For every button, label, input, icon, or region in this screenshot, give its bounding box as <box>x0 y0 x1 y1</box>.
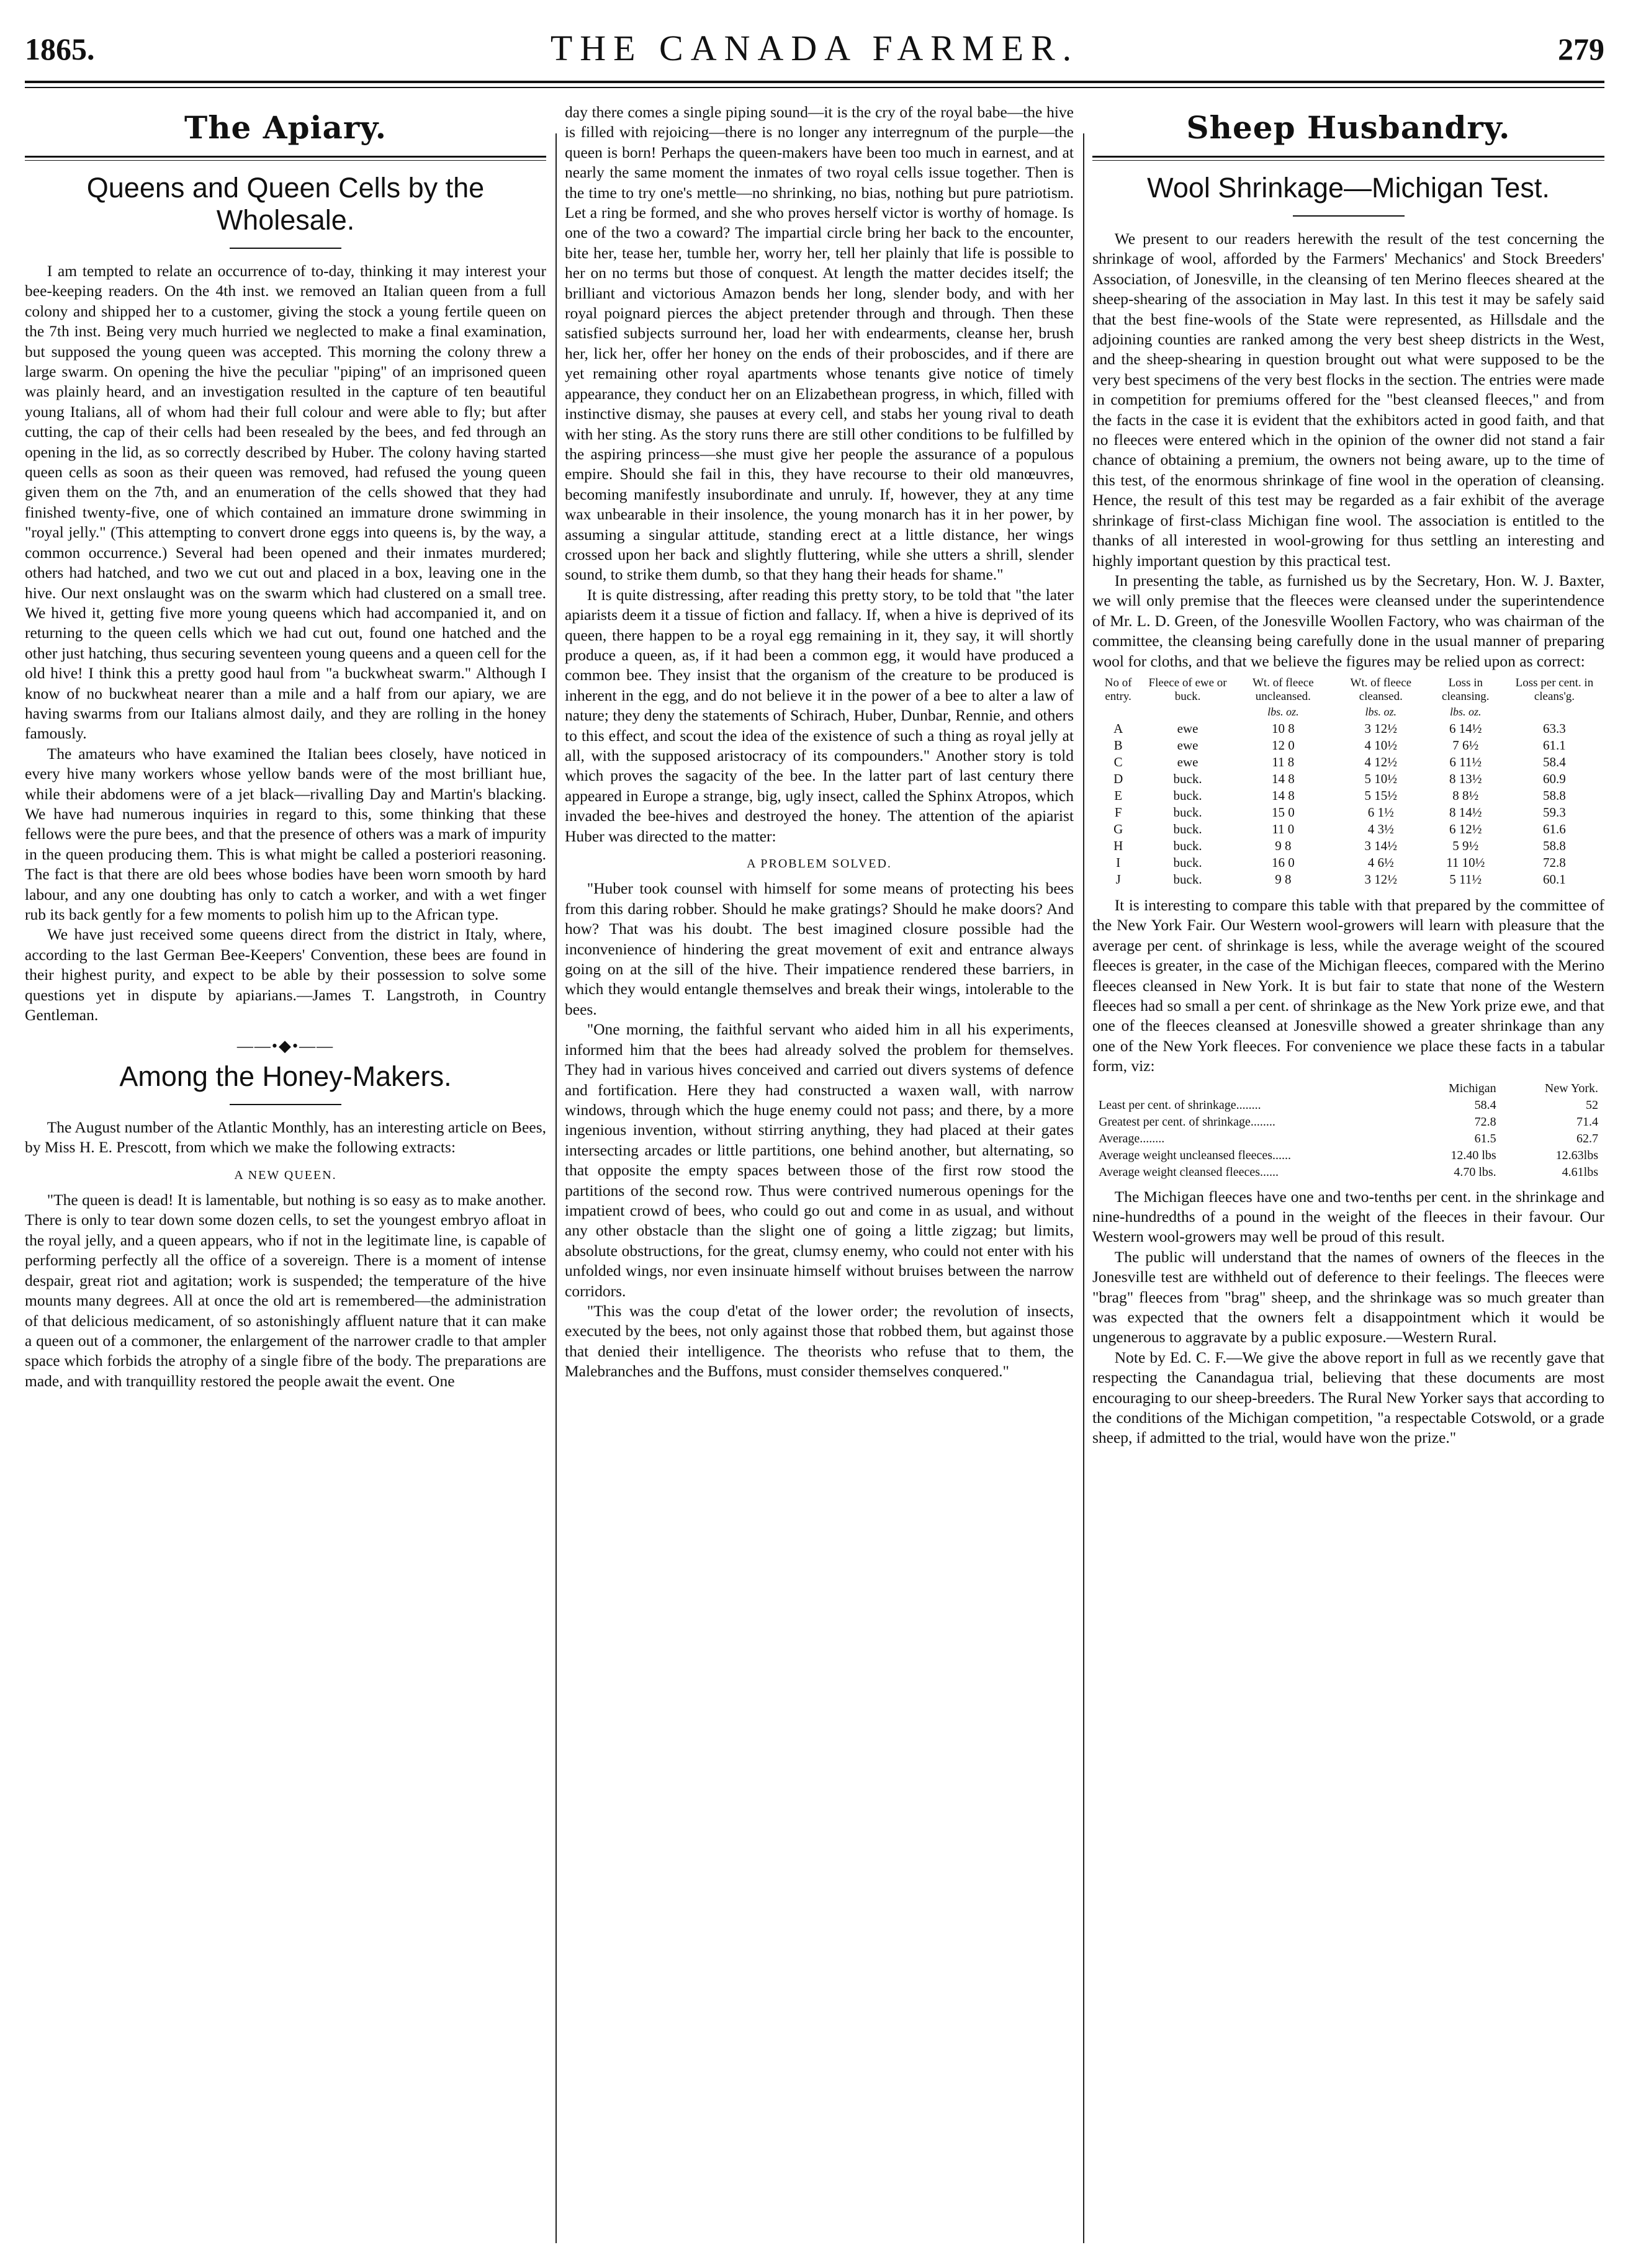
page-number: 279 <box>1558 32 1604 66</box>
table-cell: 60.1 <box>1543 871 1566 887</box>
table-row <box>1092 838 1604 854</box>
table-cell: C <box>1113 754 1123 769</box>
table-cell: 61.1 <box>1543 737 1566 753</box>
table-cell: 3 12½ <box>1364 871 1398 887</box>
table-cell: buck. <box>1173 787 1202 803</box>
table-cell: 12.40 lbs <box>1450 1148 1496 1162</box>
table-header: Loss in cleansing. <box>1442 676 1490 703</box>
table-row <box>1092 737 1604 754</box>
table-header-row <box>1092 676 1604 704</box>
table-cell: 14 8 <box>1271 771 1295 786</box>
headline-rule <box>230 248 341 249</box>
section-ornament: ——•◆•—— <box>236 1037 335 1056</box>
article-paragraph: We have just received some queens direct from the district in Italy, where, according to the last German Bee-Keepers' Convention, these bees are found in their highest purity, and expect to be able by their possession to solve some questions yet in dispute by apiarians.—James T. Langstroth, in Country Gentleman. <box>25 925 546 1024</box>
table-header: Wt. of fleece uncleansed. <box>1252 676 1314 703</box>
table-cell: 15 0 <box>1271 804 1295 820</box>
table-cell: 4 6½ <box>1367 854 1394 870</box>
table-row <box>1092 854 1604 871</box>
article-headline-queens: Queens and Queen Cells by the Wholesale. <box>86 172 485 236</box>
table-cell: Average weight cleansed fleeces...... <box>1099 1165 1279 1179</box>
table-header: Michigan <box>1449 1081 1496 1095</box>
article-paragraph: I am tempted to relate an occurrence of to-day, thinking it may interest your bee-keeping readers. On the 4th inst. we removed an Italian queen from a full colony and shipped her to a customer, giving the stock a young fertile queen on the 7th inst. Being very much hurried we neglected to make a final examination, but supposed the young queen was accepted. This morning the colony threw a large swarm. On opening the hive the peculiar "piping" of an imprisoned queen was plainly heard, and an investigation resulted in the capture of ten beautiful young Italians, all of whom had their full colour and were able to fly; but after cutting, the cap of their cells had been resealed by the bees, and fed through an opening in the lid, as so correctly described by Huber. The colony having started queen cells as soon as their queen was removed, had refused the young queen given them on the 7th, and an enumeration of the cells showed that they had finished twenty-five, one of which contained an immature drone swimming in "royal jelly." (This attempting to convert drone eggs into queens is, by the way, a common occurrence.) Several had been opened and their inmates murdered; others had hatched, and two we cut out and placed in a box, leaving one in the hive. Our next onslaught was on the swarm which had clustered on a small tree. We hived it, getting five more young queens which had accompanied it, and on returning to the queen cells which we had cut out, found one hatched and the other just hatching, thus securing seventeen young queens and a queen cell for the old hive! I think this a pretty good haul from "a buckwheat swarm." Although I know of no buckwheat nearer than a mile and a half from our apiary, we are having swarms from our Italians almost daily, and they are rolling in the honey famously. <box>25 262 546 743</box>
table-cell: Least per cent. of shrinkage........ <box>1099 1098 1261 1112</box>
masthead-rule <box>25 81 1604 83</box>
table-cell: Greatest per cent. of shrinkage........ <box>1099 1114 1275 1129</box>
table-cell: 58.4 <box>1543 754 1566 769</box>
table-header: No of entry. <box>1104 676 1132 703</box>
table-cell: 10 8 <box>1271 720 1295 736</box>
table-cell: Average........ <box>1099 1131 1165 1145</box>
table-cell: 6 12½ <box>1449 821 1482 836</box>
table-row <box>1092 1147 1604 1164</box>
table-row <box>1092 871 1604 888</box>
table-cell: 8 13½ <box>1449 771 1482 786</box>
table-header-row <box>1092 1080 1604 1097</box>
table-cell: F <box>1114 804 1122 820</box>
headline-rule <box>1293 215 1405 217</box>
table-cell <box>1144 704 1231 720</box>
table-cell: H <box>1113 838 1123 853</box>
table-cell: buck. <box>1173 821 1202 836</box>
table-row <box>1092 1114 1604 1131</box>
table-cell: 11 0 <box>1272 821 1295 836</box>
article-paragraph: "Huber took counsel with himself for some means of protecting his bees from this daring robber. Should he make gratings? Should he make doors? And how? That was his doubt. The best imagined closure possible had the inconvenience of hindering the great movement of exit and entrance always going on at the sill of the hive. Their impatience rendered these barriers, in which they would entangle themselves and break their wings, intolerable to the bees. <box>565 879 1074 1018</box>
article-paragraph: "The queen is dead! It is lamentable, but nothing is so easy as to make another. There is only to tear down some dozen cells, to set the youngest embryo afloat in the royal jelly, and a queen appears, who if not in the legitimate line, is capable of performing perfectly all the office of a sovereign. There is a moment of intense despair, great riot and agitation; work is suspended; the temperature of the hive mounts many degrees. All at once the old art is remembered—the administration of that delicious medicament, of so astonishingly affluent nature that it can make a queen out of a commoner, the enlargement of the narrower cradle to that ampler space which forbids the atrophy of a single fibre of the body. The preparations are made, and with tranquillity restored the people await the event. One <box>25 1191 546 1390</box>
table-cell: 61.6 <box>1543 821 1566 836</box>
wool-shrinkage-table <box>1092 676 1604 888</box>
table-cell: 4 3½ <box>1367 821 1394 836</box>
table-cell: 71.4 <box>1576 1114 1598 1129</box>
table-cell: ewe <box>1177 720 1199 736</box>
issue-year: 1865. <box>25 32 95 66</box>
article-paragraph: The public will understand that the names of owners of the fleeces in the Jonesville test are withheld out of deference to their feelings. The fleeces were "brag" fleeces from "brag" sheep, and the shrinkage was so much greater than was expected that the owners felt a disappointment which it would be ungenerous to aggravate by a public exposure.—Western Rural. <box>1092 1247 1604 1347</box>
table-cell: lbs. oz. <box>1450 705 1482 718</box>
article-paragraph: "This was the coup d'etat of the lower order; the revolution of insects, executed by the bees, not only against those that robbed them, but against those that denied their intelligence. The theorists who refuse that to them, the Malebranches and the Buffons, must consider themselves conquered." <box>565 1301 1074 1381</box>
table-cell: ewe <box>1177 754 1199 769</box>
table-units-row <box>1092 704 1604 720</box>
table-row <box>1092 754 1604 771</box>
department-heading-apiary: The Apiary. <box>184 109 387 146</box>
table-cell: 58.8 <box>1543 787 1566 803</box>
comparison-table <box>1092 1080 1604 1181</box>
article-paragraph: The Michigan fleeces have one and two-tenths per cent. in the shrinkage and nine-hundredths of a pound in the weight of the fleeces in their favour. Our Western wool-growers may well be proud of this result. <box>1092 1187 1604 1246</box>
newspaper-title: THE CANADA FARMER. <box>550 28 1079 68</box>
table-cell: G <box>1113 821 1123 836</box>
article-paragraph: It is quite distressing, after reading this pretty story, to be told that "the later apiarists deem it a tissue of fiction and fallacy. If, when a hive is deprived of its queen, there happen to be a royal egg remaining in it, they say, it will shortly produce a queen, as, if it had been a common egg, it would have produced a common bee. They insist that the organism of the creature to be produced is inherent in the egg, and do not believe it in the power of a bee to alter a law of nature; they deny the statements of Schirach, Huber, Dunbar, Rennie, and others to this effect, and scout the idea of the existence of such a thing as royal jelly at all, with the supposed aristocracy of its compounders." Another story is told which proves the sagacity of the bee. In the latter part of last century there appeared in Europe a strange, big, ugly insect, called the Sphinx Atropos, which invaded the bee-hives and destroyed the honey. The attention of the apiarist Huber was directed to the matter: <box>565 585 1074 845</box>
table-cell: 8 8½ <box>1452 787 1479 803</box>
article-paragraph: day there comes a single piping sound—it is the cry of the royal babe—the hive is filled with rejoicing—there is no longer any interregnum of the purple—the queen is born! Perhaps the queen-makers have been too much in earnest, and at nearly the same moment the inmates of two royal cells issue together. Then is the time to try one's mettle—no shrinking, no bias, nothing but pure patriotism. Let a ring be formed, and she who proves herself victor is worthy of homage. Is one of the two a coward? The impartial circle bring her back to the encounter, bite her, tease her, tumble her, worry her, tell her plainly that life is possible to her on no terms but those of conquest. At length the matter decides itself; the brilliant and victorious Amazon bends her long, slender body, and with her royal poignard pierces the abject pretender through and through. Then these satisfied subjects surround her, load her with endearments, cleanse her, brush her, lick her, offer her honey on the ends of their proboscides, and if there are yet remaining other royal apartments whose tenants give notice of timely appearance, they conduct her on an Elizabethean progress, in which, filled with instinctive dismay, she pauses at every cell, and stabs her young rival to death with her sting. As the story runs there are still other conditions to be fulfilled by the aspiring princess—she must give her people the assurance of a populous empire. Should she fail in this, they have recourse to their old manœuvres, becoming manifestly insubordinate and unruly. If, however, they at any time wax unbearable in their insolence, the young monarch has it in her power, by assuming a singular attitude, standing erect at a little distance, her wings crossed upon her back and slightly fluttering, while she utters a shrill, slender sound, to strike them dumb, so that they hang their heads for shame." <box>565 103 1074 584</box>
article-paragraph: In presenting the table, as furnished us by the Secretary, Hon. W. J. Baxter, we will only premise that the fleeces were cleansed under the superintendence of Mr. L. D. Green, of the Jonesville Woollen Factory, who was chairman of the committee, the cleansing being carefully done in the usual manner of preparing wool for cloths, and that we believe the figures may be relied upon as correct: <box>1092 571 1604 670</box>
table-cell: 6 14½ <box>1449 720 1482 736</box>
table-cell <box>1092 704 1144 720</box>
article-intro: The August number of the Atlantic Monthly, has an interesting article on Bees, by Miss H. E. Prescott, from which we make the following extracts: <box>25 1118 546 1157</box>
table-cell: 4 10½ <box>1364 737 1398 753</box>
table-cell: 12.63lbs <box>1555 1148 1598 1162</box>
column-1 <box>25 102 546 2249</box>
table-row <box>1092 720 1604 737</box>
table-cell: E <box>1114 787 1123 803</box>
table-cell: J <box>1115 871 1121 887</box>
table-cell: 6 1½ <box>1367 804 1394 820</box>
table-cell: 52 <box>1586 1098 1598 1112</box>
table-cell: 11 10½ <box>1446 854 1485 870</box>
table-cell: 5 11½ <box>1449 871 1482 887</box>
table-cell: 61.5 <box>1474 1131 1496 1145</box>
table-cell: buck. <box>1173 838 1202 853</box>
table-cell: 5 10½ <box>1364 771 1398 786</box>
table-cell: ewe <box>1177 737 1199 753</box>
table-row <box>1092 787 1604 804</box>
table-header: Fleece of ewe or buck. <box>1148 676 1227 703</box>
table-cell: 58.4 <box>1474 1098 1496 1112</box>
column-3 <box>1092 102 1604 2249</box>
headline-rule <box>230 1104 341 1105</box>
table-cell: 60.9 <box>1543 771 1566 786</box>
column-divider <box>1083 133 1084 2243</box>
section-rule <box>25 156 546 161</box>
table-cell: 3 12½ <box>1364 720 1398 736</box>
table-cell: B <box>1113 737 1123 753</box>
table-cell <box>1504 704 1604 720</box>
table-cell: Average weight uncleansed fleeces...... <box>1099 1148 1292 1162</box>
table-cell: 59.3 <box>1543 804 1566 820</box>
table-cell: 5 15½ <box>1364 787 1398 803</box>
editor-note: Note by Ed. C. F.—We give the above report in full as we recently gave that respecting the Canandagua trial, believing that these documents are most encouraging to our sheep-breeders. The Rural New Yorker says that according to the conditions of the Michigan competition, "a respectable Cotswold, or a grade sheep, if admitted to the trial, would have won the prize." <box>1092 1348 1604 1447</box>
table-row <box>1092 1131 1604 1147</box>
column-2 <box>565 102 1074 2249</box>
masthead-rule-thin <box>25 87 1604 88</box>
table-row <box>1092 1164 1604 1181</box>
subheading-new-queen: A NEW QUEEN. <box>234 1168 337 1182</box>
table-cell: 3 14½ <box>1364 838 1398 853</box>
table-cell: 9 8 <box>1275 871 1292 887</box>
table-row <box>1092 804 1604 821</box>
table-cell: 62.7 <box>1576 1131 1598 1145</box>
table-cell: 4.61lbs <box>1562 1165 1598 1179</box>
article-headline-wool: Wool Shrinkage—Michigan Test. <box>1147 172 1550 204</box>
table-header: Loss per cent. in cleans'g. <box>1515 676 1594 703</box>
table-cell: 4.70 lbs. <box>1454 1165 1496 1179</box>
article-headline-honey-makers: Among the Honey-Makers. <box>119 1060 452 1092</box>
table-header <box>1092 1080 1410 1097</box>
subheading-problem-solved: A PROBLEM SOLVED. <box>747 857 892 871</box>
table-cell: 6 11½ <box>1449 754 1482 769</box>
table-cell: 4 12½ <box>1364 754 1398 769</box>
article-paragraph: The amateurs who have examined the Italian bees closely, have noticed in every hive many workers whose yellow bands were of the most brilliant hue, while their abdomens were of a jet black—rivalling Day and Martin's blacking. We have had numerous inquiries in regard to this, some thinking that these fellows were the pure bees, and that the presence of others was a mark of impurity in the queen producing them. This is what might be called a posteriori reasoning. The fact is that there are old bees whose bodies have been worn smooth by hard labour, and any one doubting has only to catch a worker, and with a wet finger rub its back gently for a few moments to polish him up to the African type. <box>25 744 546 923</box>
table-cell: 72.8 <box>1474 1114 1496 1129</box>
article-paragraph: It is interesting to compare this table with that prepared by the committee of the New York Fair. Our Western wool-growers will learn with pleasure that the average per cent. of shrinkage is less, while the average weight of the scoured fleeces is greater, in the case of the Michigan fleeces, compared with the Merino fleeces cleansed in New York. It is but fair to state that none of the Western fleeces had so small a per cent. of shrinkage as the New York prize ewe, and that one of the fleeces cleansed at Jonesville showed a greater shrinkage than any one of the New York fleeces. For convenience we place these facts in a tabular form, viz: <box>1092 895 1604 1075</box>
table-cell: 72.8 <box>1543 854 1566 870</box>
table-cell: I <box>1116 854 1121 870</box>
table-cell: 11 8 <box>1272 754 1295 769</box>
table-cell: 16 0 <box>1271 854 1295 870</box>
table-cell: 14 8 <box>1271 787 1295 803</box>
table-row <box>1092 771 1604 787</box>
table-cell: A <box>1113 720 1123 736</box>
table-cell: 63.3 <box>1543 720 1566 736</box>
article-paragraph: "One morning, the faithful servant who aided him in all his experiments, informed him that the bees had already solved the problem for themselves. They had in various hives conceived and carried out divers systems of defence and fortification. Here they had constructed a waxen wall, with narrow windows, through which the huge enemy could not pass; and there, by a more ingenious invention, without stirring anything, they had placed at their gates intersecting arcades or little partitions, one behind another, but alternating, so that opposite the empty spaces between those of the first row stood the partitions of the second row. Thus were contrived numerous openings for the impatient crowd of bees, who could go out and come in as usual, and without any other obstacle than the slight one of going a little zigzag; but limits, absolute obstructions, for the great, clumsy enemy, who could not enter with his unfolded wings, nor even insinuate himself without bruises between the narrow corridors. <box>565 1020 1074 1300</box>
section-rule <box>1092 156 1604 161</box>
table-cell: lbs. oz. <box>1365 705 1397 718</box>
table-cell: 7 6½ <box>1452 737 1479 753</box>
table-header: Wt. of fleece cleansed. <box>1350 676 1412 703</box>
table-cell: buck. <box>1173 804 1202 820</box>
table-cell: 5 9½ <box>1452 838 1479 853</box>
table-cell: lbs. oz. <box>1267 705 1299 718</box>
table-row <box>1092 821 1604 838</box>
table-cell: 12 0 <box>1271 737 1295 753</box>
article-paragraph: We present to our readers herewith the result of the test concerning the shrinkage of wool, afforded by the Farmers' Mechanics' and Stock Breeders' Association, of Jonesville, in the cleansing of ten Merino fleeces sheared at the sheep-shearing of the association in May last. In this test it may be safely said that the best fine-wools of the State were represented, as Hillsdale and the adjoining counties are ranked among the very best sheep districts in the West, and the sheep-shearing in question brought out what were supposed to be the very best specimens of the very best flocks in the section. The entries were made in competition for premiums offered for the "best cleansed fleeces," and from the facts in the case it is evident that the exhibitors acted in good faith, and that no fleeces were entered which in the opinion of the owner did not stand a fair chance of obtaining a premium, the owners not being aware, up to the time of this test, of the enormous shrinkage of fine wool in the operation of cleansing. Hence, the result of this test may be regarded as a fair exhibit of the average shrinkage of first-class Michigan fine wool. The association is entitled to the thanks of all interested in wool-growing for thus settling an interesting and highly important question by this practical test. <box>1092 230 1604 570</box>
masthead <box>25 25 1604 74</box>
table-cell: buck. <box>1173 871 1202 887</box>
table-row <box>1092 1097 1604 1114</box>
table-cell: 8 14½ <box>1449 804 1482 820</box>
table-cell: 58.8 <box>1543 838 1566 853</box>
table-cell: buck. <box>1173 771 1202 786</box>
column-divider <box>555 133 557 2243</box>
table-cell: 9 8 <box>1275 838 1292 853</box>
table-cell: buck. <box>1173 854 1202 870</box>
department-heading-sheep: Sheep Husbandry. <box>1186 109 1511 146</box>
table-cell: D <box>1113 771 1123 786</box>
table-header: New York. <box>1544 1081 1598 1095</box>
